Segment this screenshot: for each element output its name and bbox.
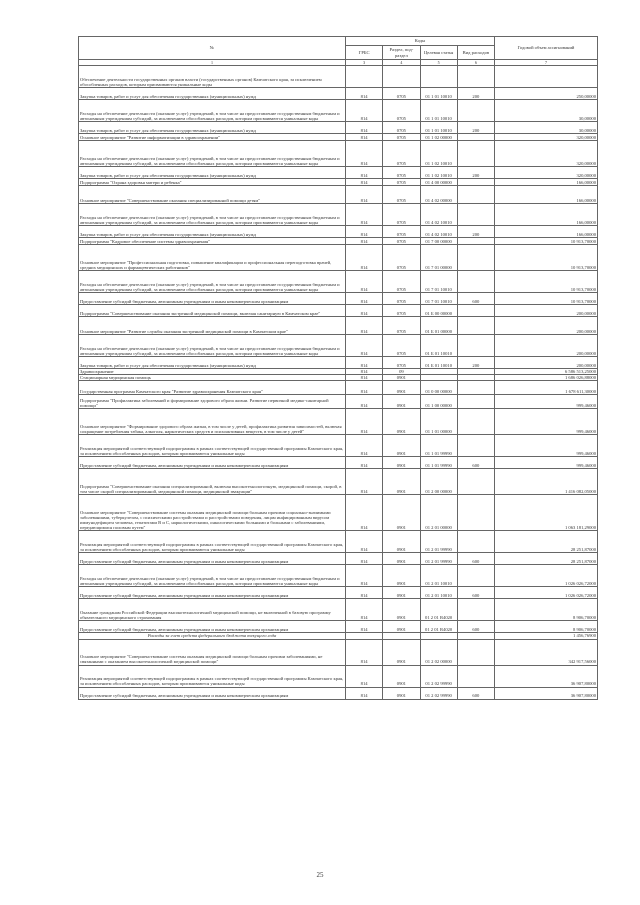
- row-section-cell: 0901: [383, 599, 420, 621]
- row-expense-type-cell: [457, 665, 494, 687]
- row-grbs-cell: 814: [346, 317, 383, 335]
- row-expense-type-cell: [457, 271, 494, 293]
- col-header-expense-type: Вид расходов: [457, 46, 494, 60]
- row-name-cell: Закупка товаров, работ и услуг для обеспечения государственных (муниципальных) нужд: [79, 226, 346, 238]
- row-target-cell: 01 1 01 10010: [420, 100, 457, 122]
- row-sum-cell: 1 026 026,72000: [495, 587, 598, 599]
- index-cell: 5: [420, 60, 457, 66]
- row-target-cell: 01 2 00 00000: [420, 469, 457, 495]
- row-target-cell: 01 1 00 00000: [420, 395, 457, 409]
- row-target-cell: 01 2 01 99990: [420, 531, 457, 553]
- index-cell: 1: [79, 60, 346, 66]
- table-row: [79, 122, 598, 134]
- table-row: [79, 469, 598, 495]
- row-grbs-cell: 814: [346, 204, 383, 226]
- row-grbs-cell: 814: [346, 469, 383, 495]
- row-section-cell: 0901: [383, 469, 420, 495]
- col-header-grbs: ГРБС: [346, 46, 383, 60]
- row-target-cell: 01 1 01 99990: [420, 435, 457, 457]
- row-name-cell: Предоставление субсидий бюджетным, автономным учреждениям и иным некоммерческим организациям: [79, 621, 346, 633]
- row-sum-cell: 8 906,70000: [495, 621, 598, 633]
- row-target-cell: 01 2 02 00000: [420, 639, 457, 665]
- table-row: [79, 565, 598, 587]
- row-section-cell: 0901: [383, 665, 420, 687]
- row-section-cell: 0901: [383, 639, 420, 665]
- row-name-cell: Основное мероприятие "Совершенствование системы оказания медицинской помощи больным прочими заболеваниями, не связанными с оказанием высокотехнологичной медицинской помощи": [79, 639, 346, 665]
- row-section-cell: 0705: [383, 186, 420, 204]
- row-sum-cell: 1 686 026,88000: [495, 375, 598, 381]
- row-sum-cell: 10 913,70000: [495, 238, 598, 245]
- row-name-cell: Здравоохранение: [79, 369, 346, 375]
- row-target-cell: 01 4 00 00000: [420, 179, 457, 186]
- row-section-cell: 0705: [383, 335, 420, 357]
- row-sum-cell: [495, 66, 598, 88]
- table-row: [79, 293, 598, 305]
- row-name-cell: Реализация мероприятий соответствующей подпрограммы в рамках соответствующей государственной программы Камчатского края, за исключением обособленных расходов, которым присваиваются уникальные коды: [79, 435, 346, 457]
- row-grbs-cell: 814: [346, 409, 383, 435]
- table-row: [79, 245, 598, 271]
- row-expense-type-cell: 600: [457, 621, 494, 633]
- row-sum-cell: 1 456,76900: [495, 633, 598, 639]
- row-grbs-cell: 814: [346, 186, 383, 204]
- table-row: [79, 335, 598, 357]
- row-grbs-cell: 814: [346, 457, 383, 469]
- row-grbs-cell: 814: [346, 495, 383, 531]
- row-sum-cell: 10 913,70000: [495, 293, 598, 305]
- row-expense-type-cell: 200: [457, 167, 494, 179]
- row-section-cell: 0901: [383, 375, 420, 381]
- row-expense-type-cell: 600: [457, 587, 494, 599]
- table-row: [79, 587, 598, 599]
- index-cell: 4: [383, 60, 420, 66]
- table-row: [79, 305, 598, 317]
- row-grbs-cell: 814: [346, 639, 383, 665]
- row-expense-type-cell: [457, 381, 494, 395]
- budget-table: [78, 36, 598, 700]
- row-expense-type-cell: [457, 186, 494, 204]
- table-row: [79, 639, 598, 665]
- row-expense-type-cell: [457, 141, 494, 167]
- row-expense-type-cell: [457, 134, 494, 141]
- row-grbs-cell: 814: [346, 271, 383, 293]
- row-expense-type-cell: [457, 100, 494, 122]
- row-name-cell: Подпрограмма "Совершенствование оказания специализированной, включая высокотехнологичную, медицинской помощи, скорой, в том числе скорой специализированной, медицинской помощи, медицинской эвакуации": [79, 469, 346, 495]
- row-target-cell: 01 1 01 99990: [420, 457, 457, 469]
- row-target-cell: 01 Б 01 00000: [420, 317, 457, 335]
- table-row: [79, 88, 598, 100]
- row-section-cell: 0901: [383, 435, 420, 457]
- row-name-cell: Подпрограмма "Охрана здоровья матери и ребенка": [79, 179, 346, 186]
- row-target-cell: 01 1 02 10010: [420, 167, 457, 179]
- row-name-cell: Предоставление субсидий бюджетным, автономным учреждениям и иным некоммерческим организациям: [79, 553, 346, 565]
- row-section-cell: 0901: [383, 553, 420, 565]
- row-target-cell: 01 2 01 R4020: [420, 599, 457, 621]
- table-row: [79, 531, 598, 553]
- table-body: [79, 66, 598, 700]
- row-sum-cell: 320,00000: [495, 134, 598, 141]
- row-name-cell: Закупка товаров, работ и услуг для обеспечения государственных (муниципальных) нужд: [79, 88, 346, 100]
- table-row: [79, 687, 598, 699]
- row-expense-type-cell: 200: [457, 88, 494, 100]
- row-section-cell: 0705: [383, 317, 420, 335]
- row-sum-cell: 36 907,80000: [495, 687, 598, 699]
- row-grbs-cell: 814: [346, 245, 383, 271]
- budget-sheet: [78, 36, 598, 700]
- row-section-cell: 0901: [383, 495, 420, 531]
- row-sum-cell: 342 917,56000: [495, 639, 598, 665]
- row-section-cell: 0705: [383, 357, 420, 369]
- row-section-cell: [383, 66, 420, 88]
- row-name-cell: Реализация мероприятий соответствующей подпрограммы в рамках соответствующей государственной программы Камчатского края, за исключением обособленных расходов, которым присваиваются уникальные коды: [79, 665, 346, 687]
- row-target-cell: 01 4 02 00000: [420, 186, 457, 204]
- row-sum-cell: 999,46000: [495, 409, 598, 435]
- table-row: [79, 100, 598, 122]
- row-target-cell: 01 7 01 00000: [420, 245, 457, 271]
- row-expense-type-cell: [457, 599, 494, 621]
- page-number: 25: [316, 871, 324, 879]
- table-row: [79, 665, 598, 687]
- row-expense-type-cell: [457, 179, 494, 186]
- col-header-name: №: [79, 37, 346, 60]
- table-row: [79, 435, 598, 457]
- row-target-cell: 01 Б 01 10010: [420, 357, 457, 369]
- row-expense-type-cell: [457, 435, 494, 457]
- row-sum-cell: 28 251,87000: [495, 531, 598, 553]
- row-name-cell: Расходы на обеспечение деятельности (оказание услуг) учреждений, в том числе на предоставление государственным бюджетным и автономным учреждениям субсидий, за исключением обособленных расходов, которым присваиваются уникальные коды: [79, 204, 346, 226]
- table-row: [79, 186, 598, 204]
- table-row: [79, 553, 598, 565]
- row-target-cell: 01 1 02 10010: [420, 141, 457, 167]
- row-expense-type-cell: 600: [457, 457, 494, 469]
- table-row: [79, 141, 598, 167]
- row-section-cell: 0901: [383, 565, 420, 587]
- row-name-cell: Оказание гражданам Российской Федерации высокотехнологичной медицинской помощи, не включенной в базовую программу обязательного медицинского страхования: [79, 599, 346, 621]
- table-row: [79, 457, 598, 469]
- row-section-cell: 0705: [383, 88, 420, 100]
- row-sum-cell: 999,46000: [495, 435, 598, 457]
- row-grbs-cell: 814: [346, 381, 383, 395]
- table-row: [79, 238, 598, 245]
- row-sum-cell: 166,00000: [495, 179, 598, 186]
- row-sum-cell: 320,00000: [495, 167, 598, 179]
- row-expense-type-cell: 600: [457, 687, 494, 699]
- index-cell: 3: [346, 60, 383, 66]
- col-header-target: Целевая статья: [420, 46, 457, 60]
- row-name-cell: Стационарная медицинская помощь: [79, 375, 346, 381]
- row-expense-type-cell: [457, 565, 494, 587]
- row-name-cell: Основное мероприятие "Развитие службы оказания экстренной медицинской помощи в Камчатском крае": [79, 317, 346, 335]
- table-row: [79, 621, 598, 633]
- row-grbs-cell: 814: [346, 335, 383, 357]
- row-name-cell: Закупка товаров, работ и услуг для обеспечения государственных (муниципальных) нужд: [79, 167, 346, 179]
- row-sum-cell: 999,46000: [495, 395, 598, 409]
- row-grbs-cell: 814: [346, 293, 383, 305]
- row-grbs-cell: 814: [346, 375, 383, 381]
- row-sum-cell: 28 251,87000: [495, 553, 598, 565]
- row-expense-type-cell: [457, 639, 494, 665]
- row-sum-cell: 200,00000: [495, 357, 598, 369]
- row-name-cell: Подпрограмма "Профилактика заболеваний и формирование здорового образа жизни. Развитие первичной медико-санитарной помощи": [79, 395, 346, 409]
- table-row: [79, 495, 598, 531]
- row-name-cell: Подпрограмма "Совершенствование оказания экстренной медицинской помощи, включая санитарную в Камчатском крае": [79, 305, 346, 317]
- row-section-cell: 0705: [383, 122, 420, 134]
- row-grbs-cell: 814: [346, 305, 383, 317]
- row-section-cell: 0901: [383, 457, 420, 469]
- row-target-cell: 01 1 02 00000: [420, 134, 457, 141]
- index-cell: 7: [495, 60, 598, 66]
- row-section-cell: 0705: [383, 134, 420, 141]
- row-target-cell: 01 2 01 10010: [420, 587, 457, 599]
- row-target-cell: 01 1 01 10010: [420, 88, 457, 100]
- row-expense-type-cell: 600: [457, 293, 494, 305]
- row-name-cell: Закупка товаров, работ и услуг для обеспечения государственных (муниципальных) нужд: [79, 122, 346, 134]
- row-section-cell: 0705: [383, 167, 420, 179]
- row-section-cell: 0705: [383, 293, 420, 305]
- row-section-cell: 0705: [383, 100, 420, 122]
- row-grbs-cell: 814: [346, 531, 383, 553]
- table-row: [79, 395, 598, 409]
- row-target-cell: [420, 66, 457, 88]
- row-target-cell: 01 Б 00 00000: [420, 305, 457, 317]
- table-row: [79, 134, 598, 141]
- row-grbs-cell: 814: [346, 226, 383, 238]
- row-sum-cell: 200,00000: [495, 305, 598, 317]
- row-sum-cell: 1 416 082,05000: [495, 469, 598, 495]
- table-row: [79, 317, 598, 335]
- row-target-cell: 01 2 01 99990: [420, 553, 457, 565]
- row-sum-cell: 200,00000: [495, 317, 598, 335]
- row-target-cell: 01 7 01 10010: [420, 271, 457, 293]
- row-target-cell: 01 2 02 99990: [420, 665, 457, 687]
- row-expense-type-cell: [457, 66, 494, 88]
- table-row: [79, 167, 598, 179]
- row-grbs-cell: 814: [346, 553, 383, 565]
- header-row: [79, 37, 598, 46]
- row-expense-type-cell: 200: [457, 226, 494, 238]
- col-header-sum: Годовой объем ассигнований: [495, 37, 598, 60]
- row-expense-type-cell: [457, 238, 494, 245]
- row-grbs-cell: [346, 66, 383, 88]
- row-target-cell: 01 0 00 00000: [420, 381, 457, 395]
- row-target-cell: 01 2 01 10010: [420, 565, 457, 587]
- row-expense-type-cell: [457, 204, 494, 226]
- table-row: [79, 179, 598, 186]
- row-name-cell: Предоставление субсидий бюджетным, автономным учреждениям и иным некоммерческим организациям: [79, 293, 346, 305]
- row-section-cell: 0901: [383, 687, 420, 699]
- table-row: [79, 409, 598, 435]
- row-sum-cell: 320,00000: [495, 141, 598, 167]
- row-section-cell: 0901: [383, 395, 420, 409]
- row-section-cell: 0705: [383, 271, 420, 293]
- row-target-cell: 01 2 02 99990: [420, 687, 457, 699]
- table-row: [79, 357, 598, 369]
- row-grbs-cell: 814: [346, 167, 383, 179]
- row-expense-type-cell: [457, 305, 494, 317]
- row-expense-type-cell: [457, 409, 494, 435]
- row-sum-cell: 1 678 611,30000: [495, 381, 598, 395]
- row-expense-type-cell: [457, 531, 494, 553]
- row-sum-cell: 10 913,70000: [495, 245, 598, 271]
- row-name-cell: Расходы на обеспечение деятельности (оказание услуг) учреждений, в том числе на предоставление государственным бюджетным и автономным учреждениям субсидий, за исключением обособленных расходов, которым присваиваются уникальные коды: [79, 335, 346, 357]
- row-sum-cell: 10 913,70000: [495, 271, 598, 293]
- row-expense-type-cell: [457, 495, 494, 531]
- table-row: [79, 226, 598, 238]
- row-sum-cell: 30,00000: [495, 100, 598, 122]
- row-sum-cell: 166,00000: [495, 204, 598, 226]
- row-expense-type-cell: [457, 317, 494, 335]
- row-grbs-cell: 814: [346, 88, 383, 100]
- row-expense-type-cell: 200: [457, 122, 494, 134]
- row-grbs-cell: 814: [346, 179, 383, 186]
- row-name-cell: Основное мероприятие "Совершенствование системы оказания медицинской помощи больным прочими социально-значимыми заболеваниями, туберкулезом, с психическими расстройствами и расстройствами поведения, лицам инфицированным вирусом иммунодефицита человека, гепатитами В и С, наркологическими, онкологическими больными и больными с заболеваниями, передающимися половым путем": [79, 495, 346, 531]
- row-target-cell: 01 4 02 10010: [420, 204, 457, 226]
- row-section-cell: 0705: [383, 245, 420, 271]
- index-cell: 6: [457, 60, 494, 66]
- col-header-section: Раздел, под-раздел: [383, 46, 420, 60]
- row-sum-cell: 166,00000: [495, 226, 598, 238]
- row-grbs-cell: 814: [346, 141, 383, 167]
- row-name-cell: Обеспечение деятельности государственных органов власти (государственных органов) Камчатского края, за исключением обособленных расходов, которым присваиваются уникальные коды: [79, 66, 346, 88]
- row-sum-cell: 1 026 026,72000: [495, 565, 598, 587]
- row-grbs-cell: 814: [346, 587, 383, 599]
- table-row: [79, 271, 598, 293]
- row-name-cell: Подпрограмма "Кадровое обеспечение системы здравоохранения": [79, 238, 346, 245]
- row-expense-type-cell: [457, 335, 494, 357]
- row-grbs-cell: 814: [346, 599, 383, 621]
- row-name-cell: Расходы за счет средств федерального бюджета текущего года: [79, 633, 346, 639]
- row-name-cell: Реализация мероприятий соответствующей подпрограммы в рамках соответствующей государственной программы Камчатского края, за исключением обособленных расходов, которым присваиваются уникальные коды: [79, 531, 346, 553]
- row-grbs-cell: 814: [346, 134, 383, 141]
- row-grbs-cell: 814: [346, 369, 383, 375]
- table-row: [79, 66, 598, 88]
- row-sum-cell: 999,46000: [495, 457, 598, 469]
- row-expense-type-cell: [457, 395, 494, 409]
- row-name-cell: Расходы на обеспечение деятельности (оказание услуг) учреждений, в том числе на предоставление государственным бюджетным и автономным учреждениям субсидий, за исключением обособленных расходов, которым присваиваются уникальные коды: [79, 271, 346, 293]
- row-grbs-cell: 814: [346, 621, 383, 633]
- row-expense-type-cell: 600: [457, 553, 494, 565]
- table-row: [79, 599, 598, 621]
- row-section-cell: 0705: [383, 141, 420, 167]
- row-name-cell: Основное мероприятие "Развитие информатизации в здравоохранении": [79, 134, 346, 141]
- row-name-cell: Государственная программа Камчатского края "Развитие здравоохранения Камчатского края": [79, 381, 346, 395]
- row-grbs-cell: 814: [346, 122, 383, 134]
- row-target-cell: 01 4 02 10010: [420, 226, 457, 238]
- row-sum-cell: 200,00000: [495, 335, 598, 357]
- row-name-cell: Основное мероприятие "Формирование здорового образа жизни, в том числе у детей, профилактика развития зависимостей, включая сокращение потребления табака, алкоголя, наркотических средств и психоактивных веществ, в том числе у детей": [79, 409, 346, 435]
- row-target-cell: 01 Б 01 10010: [420, 335, 457, 357]
- row-section-cell: 09: [383, 369, 420, 375]
- row-grbs-cell: 814: [346, 687, 383, 699]
- row-name-cell: Закупка товаров, работ и услуг для обеспечения государственных (муниципальных) нужд: [79, 357, 346, 369]
- row-section-cell: 0705: [383, 305, 420, 317]
- row-name-cell: Расходы на обеспечение деятельности (оказание услуг) учреждений, в том числе на предоставление государственным бюджетным и автономным учреждениям субсидий, за исключением обособленных расходов, которым присваиваются уникальные коды: [79, 141, 346, 167]
- row-target-cell: 01 2 01 00000: [420, 495, 457, 531]
- row-name-cell: Основное мероприятие "Профессиональная подготовка, повышение квалификации и профессиональная переподготовка врачей, средних медицинских и фармацевтических работников": [79, 245, 346, 271]
- row-sum-cell: 8 906,70000: [495, 599, 598, 621]
- row-expense-type-cell: [457, 469, 494, 495]
- row-target-cell: 01 2 01 R4020: [420, 621, 457, 633]
- row-target-cell: 01 7 01 10010: [420, 293, 457, 305]
- row-name-cell: Предоставление субсидий бюджетным, автономным учреждениям и иным некоммерческим организациям: [79, 587, 346, 599]
- row-grbs-cell: 814: [346, 565, 383, 587]
- row-section-cell: 0705: [383, 204, 420, 226]
- row-grbs-cell: 814: [346, 665, 383, 687]
- row-target-cell: 01 1 01 00000: [420, 409, 457, 435]
- row-section-cell: 0705: [383, 226, 420, 238]
- row-grbs-cell: 814: [346, 395, 383, 409]
- table-row: [79, 381, 598, 395]
- row-target-cell: 01 7 00 00000: [420, 238, 457, 245]
- row-section-cell: 0901: [383, 621, 420, 633]
- row-sum-cell: 166,00000: [495, 186, 598, 204]
- row-section-cell: 0901: [383, 409, 420, 435]
- row-grbs-cell: 814: [346, 238, 383, 245]
- row-section-cell: 0901: [383, 381, 420, 395]
- row-name-cell: Предоставление субсидий бюджетным, автономным учреждениям и иным некоммерческим организациям: [79, 457, 346, 469]
- row-section-cell: 0901: [383, 531, 420, 553]
- row-expense-type-cell: [457, 245, 494, 271]
- row-sum-cell: 250,00000: [495, 88, 598, 100]
- row-name-cell: Основное мероприятие "Совершенствование оказания специализированной помощи детям": [79, 186, 346, 204]
- col-header-codes: Коды: [346, 37, 495, 46]
- row-section-cell: 0705: [383, 179, 420, 186]
- row-grbs-cell: 814: [346, 357, 383, 369]
- row-expense-type-cell: 200: [457, 357, 494, 369]
- row-grbs-cell: 814: [346, 100, 383, 122]
- row-sum-cell: 1 063 181,29000: [495, 495, 598, 531]
- row-section-cell: 0705: [383, 238, 420, 245]
- row-target-cell: 01 1 01 10010: [420, 122, 457, 134]
- table-row: [79, 204, 598, 226]
- row-sum-cell: 6 586 513,25000: [495, 369, 598, 375]
- row-grbs-cell: 814: [346, 435, 383, 457]
- row-sum-cell: 36 907,80000: [495, 665, 598, 687]
- row-sum-cell: 30,00000: [495, 122, 598, 134]
- row-name-cell: Расходы на обеспечение деятельности (оказание услуг) учреждений, в том числе на предоставление государственным бюджетным и автономным учреждениям субсидий, за исключением обособленных расходов, которым присваиваются уникальные коды: [79, 565, 346, 587]
- row-name-cell: Расходы на обеспечение деятельности (оказание услуг) учреждений, в том числе на предоставление государственным бюджетным и автономным учреждениям субсидий, за исключением обособленных расходов, которым присваиваются уникальные коды: [79, 100, 346, 122]
- row-section-cell: 0901: [383, 587, 420, 599]
- row-name-cell: Предоставление субсидий бюджетным, автономным учреждениям и иным некоммерческим организациям: [79, 687, 346, 699]
